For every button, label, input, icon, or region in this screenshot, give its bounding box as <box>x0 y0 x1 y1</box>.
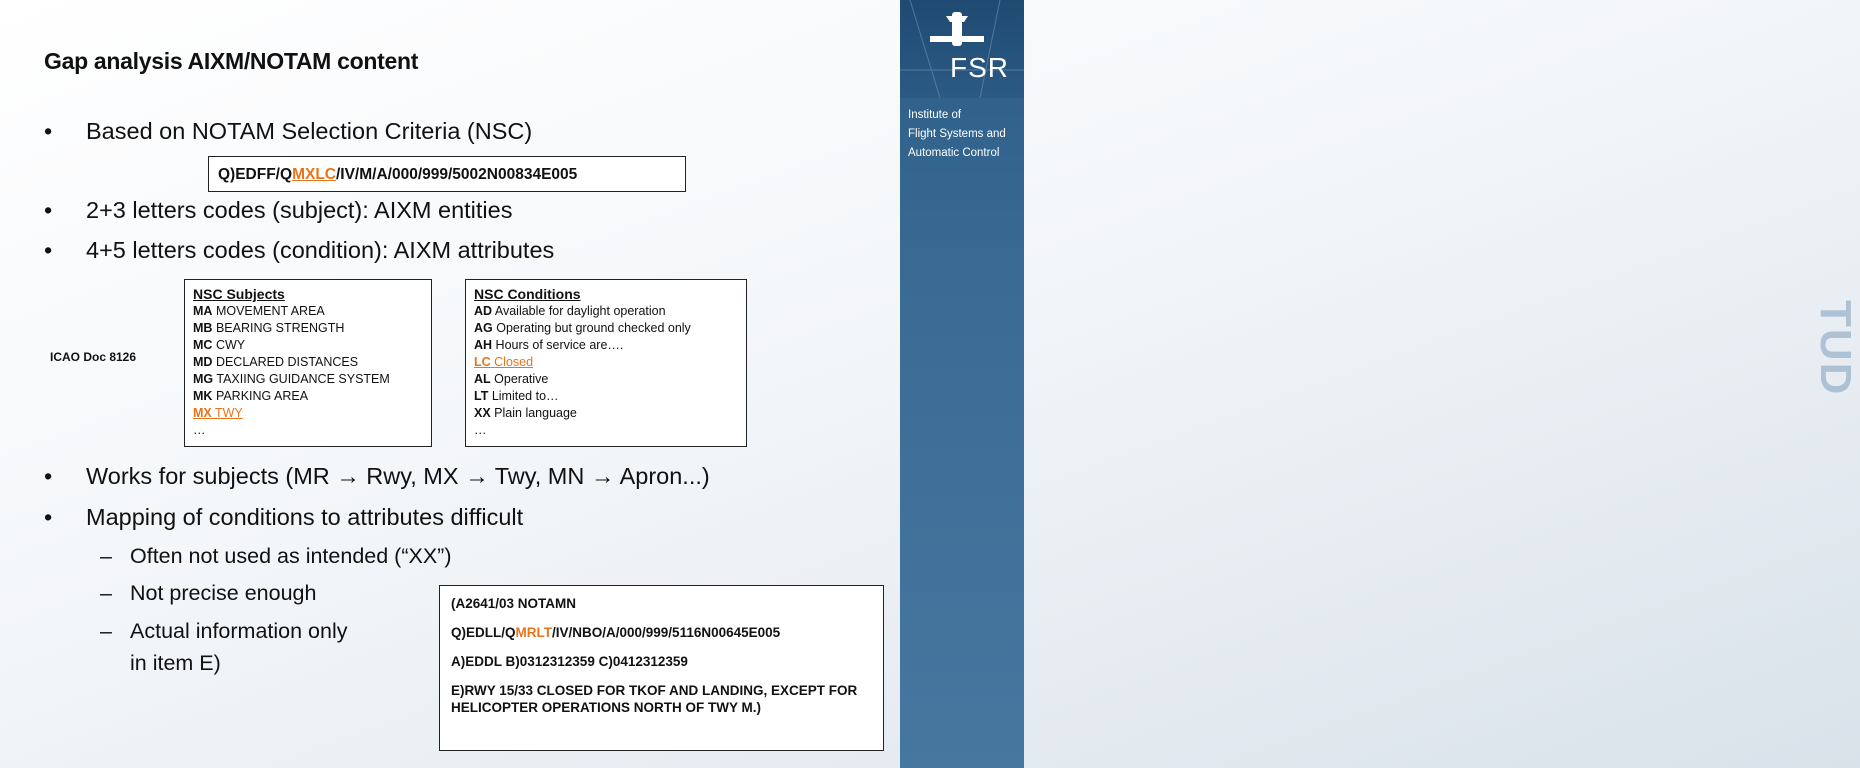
bullet-text: Based on NOTAM Selection Criteria (NSC) <box>86 118 533 144</box>
bullet-text: Works for subjects (MR → Rwy, MX → Twy, MN → Apron...) <box>86 463 710 489</box>
subject-row: MD DECLARED DISTANCES <box>193 355 359 369</box>
institute-line: Automatic Control <box>908 147 1000 159</box>
institute-name <box>908 106 1024 163</box>
q-line-highlight: MXLC <box>292 166 336 183</box>
notam-line: E)RWY 15/33 CLOSED FOR TKOF AND LANDING, EXCEPT FOR HELICOPTER OPERATIONS NORTH OF TWY M.) <box>451 683 858 715</box>
subbullet-text: Often not used as intended (“XX”) <box>130 544 452 568</box>
subject-row: MK PARKING AREA <box>193 389 309 403</box>
bullet-text: 4+5 letters codes (condition): AIXM attributes <box>86 237 555 263</box>
q-line-box <box>208 156 686 192</box>
subbullet-text: Not precise enough <box>130 581 317 605</box>
fsr-logo-text: FSR <box>950 52 1009 83</box>
subbullet-text: in item E) <box>130 651 221 675</box>
notam-example-box <box>439 585 884 751</box>
q-line-suffix: /IV/M/A/000/999/5002N00834E005 <box>335 166 578 183</box>
condition-row: LT Limited to… <box>474 389 559 403</box>
condition-row-highlight: LC Closed <box>474 355 534 369</box>
subject-row: MB BEARING STRENGTH <box>193 321 345 335</box>
nsc-subjects-header: NSC Subjects <box>193 286 285 302</box>
bullet-text: 2+3 letters codes (subject): AIXM entities <box>86 197 513 223</box>
q-line-prefix: Q)EDFF/Q <box>218 166 293 183</box>
icao-label: ICAO Doc 8126 <box>50 350 137 364</box>
notam-highlight: MRLT <box>515 625 552 640</box>
bullet-text: Mapping of conditions to attributes difficult <box>86 504 524 530</box>
subject-row-highlight: MX TWY <box>193 406 243 420</box>
notam-line: (A2641/03 NOTAMN <box>451 596 577 611</box>
notam-line: A)EDDL B)0312312359 C)0412312359 <box>451 654 688 669</box>
condition-row: AL Operative <box>474 372 549 386</box>
nsc-conditions-box <box>465 279 747 447</box>
notam-line: Q)EDLL/QMRLT/IV/NBO/A/000/999/5116N00645E005 <box>451 625 781 640</box>
condition-row: AG Operating but ground checked only <box>474 321 691 335</box>
tud-watermark: TUD <box>1811 300 1860 397</box>
subject-row: MC CWY <box>193 338 246 352</box>
subjects-ellipsis: … <box>193 423 206 437</box>
condition-row: XX Plain language <box>474 406 577 420</box>
conditions-ellipsis: … <box>474 423 487 437</box>
nsc-subjects-box <box>184 279 432 447</box>
subject-row: MA MOVEMENT AREA <box>193 304 325 318</box>
condition-row: AH Hours of service are…. <box>474 338 624 352</box>
page-title: Gap analysis AIXM/NOTAM content <box>44 48 419 74</box>
nsc-conditions-header: NSC Conditions <box>474 286 581 302</box>
subject-row: MG TAXIING GUIDANCE SYSTEM <box>193 372 390 386</box>
condition-row: AD Available for daylight operation <box>474 304 666 318</box>
institute-line: Institute of <box>908 109 962 121</box>
subbullet-text: Actual information only <box>130 619 348 643</box>
institute-line: Flight Systems and <box>908 128 1006 140</box>
